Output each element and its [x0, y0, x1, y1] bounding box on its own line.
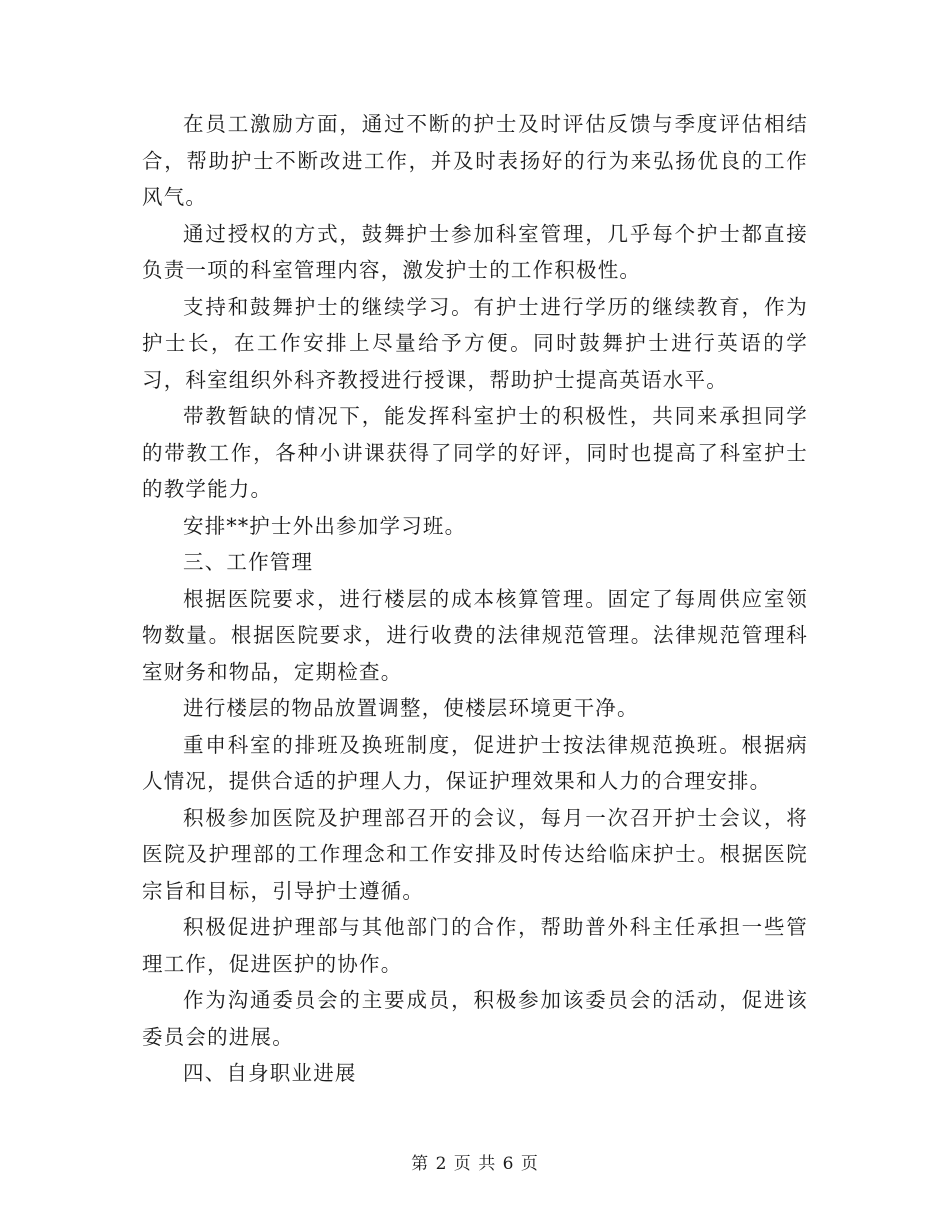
section-heading-work-management: 三、工作管理 [183, 550, 314, 574]
paragraph-meetings: 积极参加医院及护理部召开的会议，每月一次召开护士会议，将医院及护理部的工作理念和工作安排及时传达给临床护士。根据医院宗旨和目标，引导护士遵循。 [142, 805, 808, 903]
paragraph-authorization: 通过授权的方式，鼓舞护士参加科室管理，几乎每个护士都直接负责一项的科室管理内容，激发护士的工作积极性。 [142, 221, 808, 282]
document-body [142, 106, 808, 1092]
paragraph-cooperation: 积极促进护理部与其他部门的合作，帮助普外科主任承担一些管理工作，促进医护的协作。 [142, 915, 808, 976]
paragraph-floor-arrangement: 进行楼层的物品放置调整，使楼层环境更干净。 [183, 696, 639, 720]
page-number-footer: 第 2 页 共 6 页 [411, 1154, 539, 1174]
paragraph-continuing-education: 支持和鼓舞护士的继续学习。有护士进行学历的继续教育，作为护士长，在工作安排上尽量给予方便。同时鼓舞护士进行英语的学习，科室组织外科齐教授进行授课，帮助护士提高英语水平。 [142, 294, 808, 392]
paragraph-cost-management: 根据医院要求，进行楼层的成本核算管理。固定了每周供应室领物数量。根据医院要求，进行收费的法律规范管理。法律规范管理科室财务和物品，定期检查。 [142, 586, 808, 684]
paragraph-staff-incentive: 在员工激励方面，通过不断的护士及时评估反馈与季度评估相结合，帮助护士不断改进工作，并及时表扬好的行为来弘扬优良的工作风气。 [142, 112, 808, 209]
section-heading-career-development: 四、自身职业进展 [183, 1061, 357, 1085]
paragraph-training-class: 安排**护士外出参加学习班。 [183, 513, 467, 538]
paragraph-shift-system: 重申科室的排班及换班制度，促进护士按法律规范换班。根据病人情况，提供合适的护理人力，保证护理效果和人力的合理安排。 [142, 732, 808, 793]
paragraph-committee: 作为沟通委员会的主要成员，积极参加该委员会的活动，促进该委员会的进展。 [142, 988, 808, 1049]
paragraph-teaching: 带教暂缺的情况下，能发挥科室护士的积极性，共同来承担同学的带教工作，各种小讲课获得了同学的好评，同时也提高了科室护士的教学能力。 [142, 404, 808, 501]
